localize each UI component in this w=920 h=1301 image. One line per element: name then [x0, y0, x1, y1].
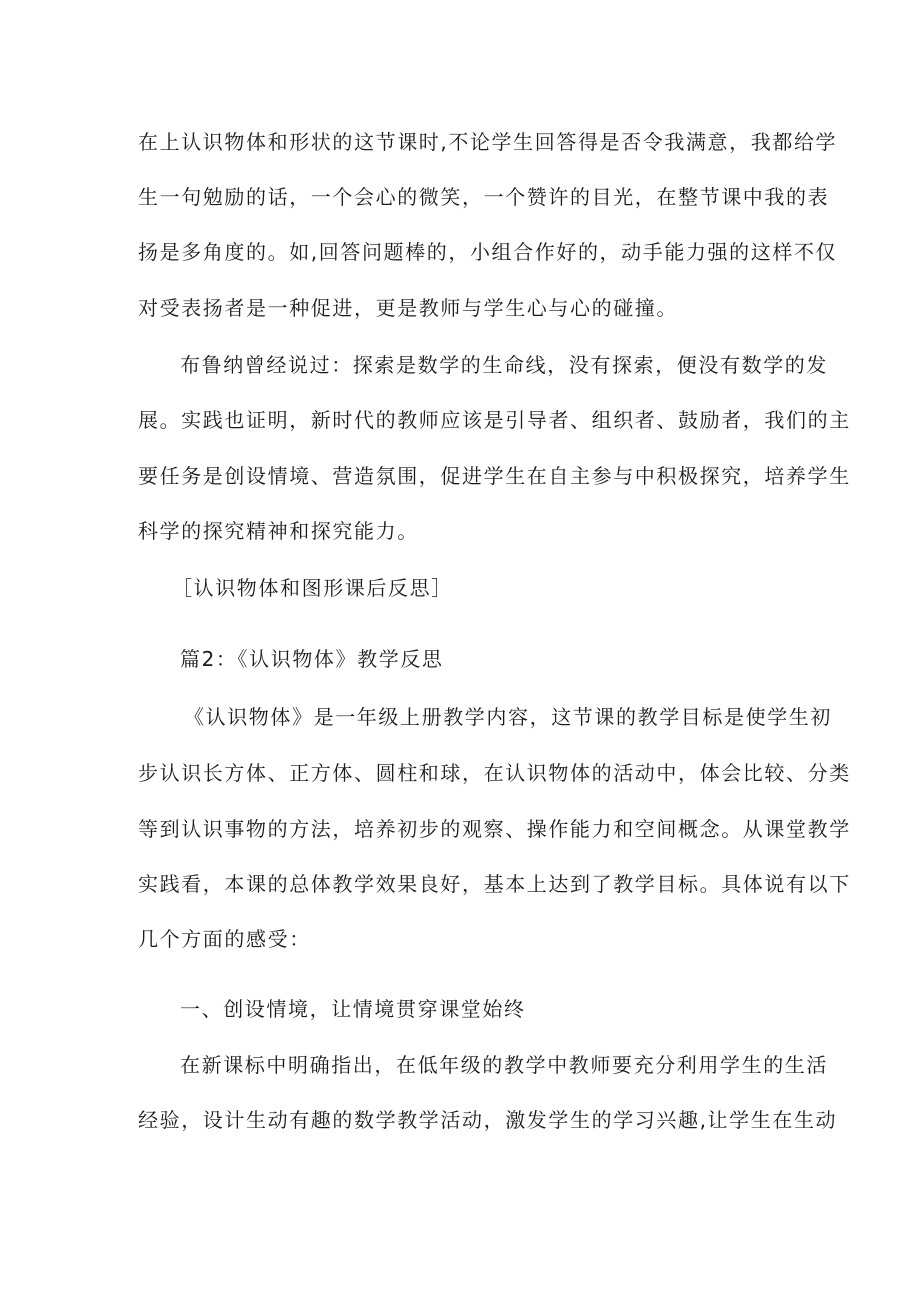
heading-1: 一、创设情境，让情境贯穿课堂始终 [180, 997, 526, 1021]
p3-line-2: 步认识长方体、正方体、圆柱和球，在认识物体的活动中，体会比较、分类 [138, 761, 851, 785]
p2-line-4: 科学的探究精神和探究能力。 [138, 519, 419, 543]
p2-line-1: 布鲁纳曾经说过：探索是数学的生命线，没有探索，便没有数学的发 [180, 353, 828, 377]
bracket-title: ［认识物体和图形课后反思］ [172, 576, 453, 600]
p1-line-4: 对受表扬者是一种促进，更是教师与学生心与心的碰撞。 [138, 296, 678, 320]
p3-line-5: 几个方面的感受： [138, 927, 311, 951]
p3-line-4: 实践看，本课的总体教学效果良好，基本上达到了教学目标。具体说有以下 [138, 872, 851, 896]
p2-line-3: 要任务是创设情境、营造氛围，促进学生在自主参与中积极探究，培养学生 [138, 464, 851, 488]
p4-line-2: 经验，设计生动有趣的数学教学活动，激发学生的学习兴趣,让学生在生动 [138, 1108, 838, 1132]
p3-line-1: 《认识物体》是一年级上册教学内容，这节课的教学目标是使学生初 [184, 705, 832, 729]
p1-line-1: 在上认识物体和形状的这节课时,不论学生回答得是否令我满意，我都给学 [138, 130, 838, 154]
p3-line-3: 等到认识事物的方法，培养初步的观察、操作能力和空间概念。从课堂教学 [138, 817, 851, 841]
section-title: 篇2：《认识物体》教学反思 [180, 647, 444, 671]
p4-line-1: 在新课标中明确指出，在低年级的教学中教师要充分利用学生的生活 [180, 1053, 828, 1077]
p1-line-2: 生一句勉励的话，一个会心的微笑，一个赞许的目光，在整节课中我的表 [138, 185, 830, 209]
p1-line-3: 扬是多角度的。如,回答问题棒的，小组合作好的，动手能力强的这样不仅 [138, 240, 838, 264]
p2-line-2: 展。实践也证明，新时代的教师应该是引导者、组织者、鼓励者，我们的主 [138, 408, 851, 432]
